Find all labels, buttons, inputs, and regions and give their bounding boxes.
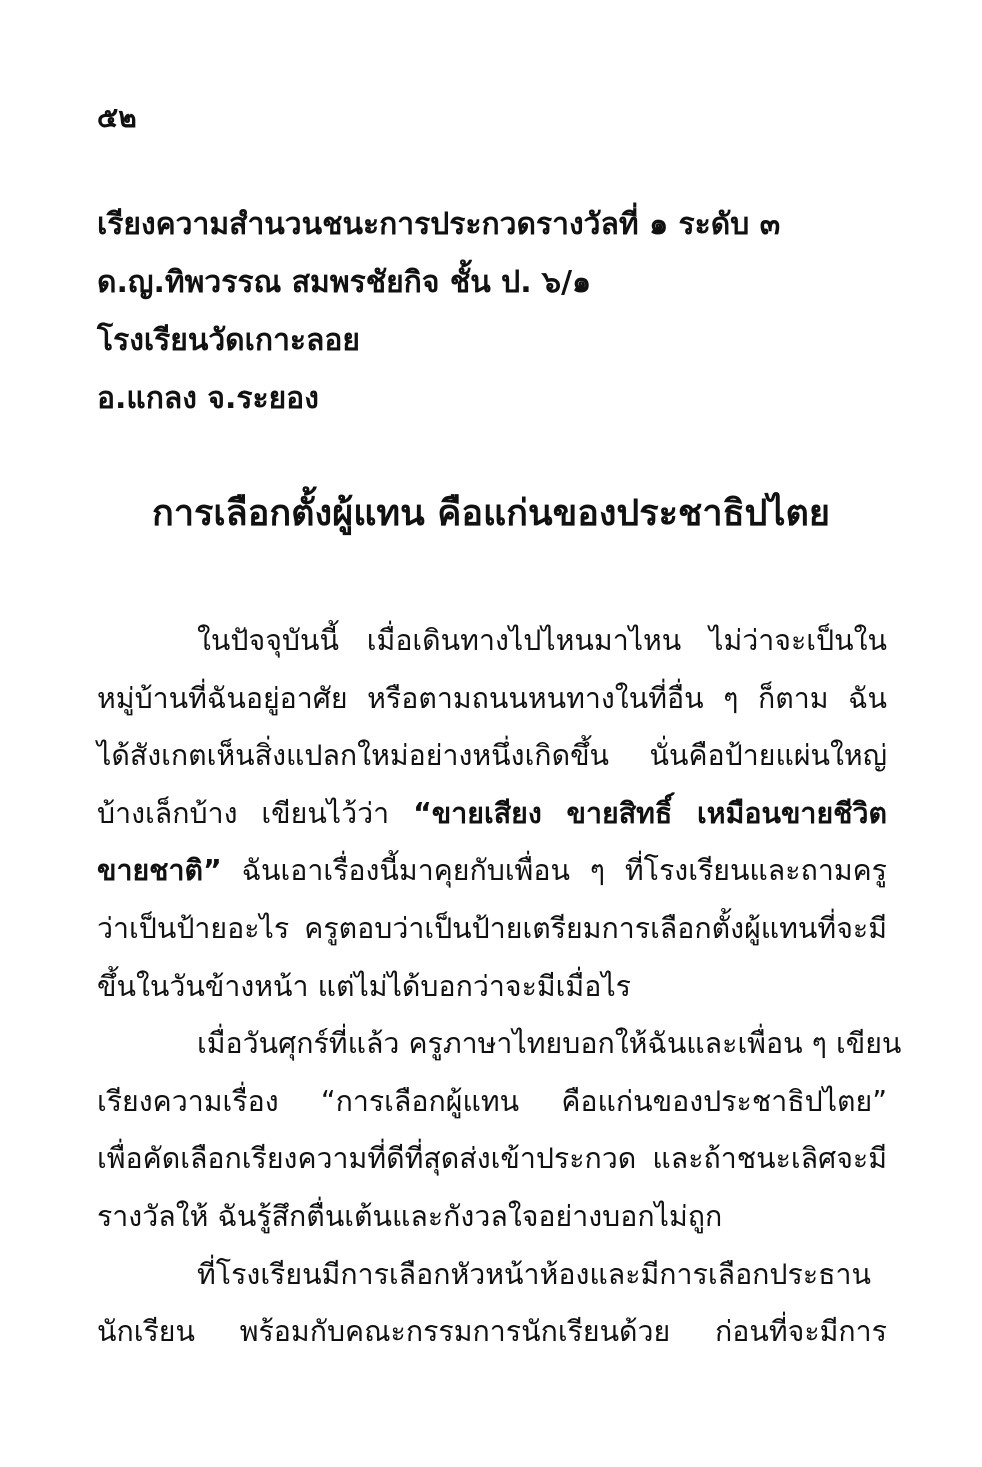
paragraph-1-line-5-text: ฉันเอาเรื่องนี้มาคุยกับเพื่อน ๆ ที่โรงเรียนและถามครู	[221, 854, 887, 888]
paragraph-1-line-3: ได้สังเกตเห็นสิ่งแปลกใหม่อย่างหนึ่งเกิดขึ้น นั่นคือป้ายแผ่นใหญ่	[97, 739, 887, 773]
slogan-quote-part-1: “ขายเสียง ขายสิทธิ์ เหมือนขายชีวิต	[413, 796, 887, 830]
paragraph-1-line-1: ในปัจจุบันนี้ เมื่อเดินทางไปไหนมาไหน ไม่ว่าจะเป็นใน	[197, 624, 887, 657]
paragraph-2-line-2: เรียงความเรื่อง “การเลือกผู้แทน คือแก่นของประชาธิปไตย”	[97, 1084, 887, 1118]
essay-title: การเลือกตั้งผู้แทน คือแก่นของประชาธิปไตย	[152, 493, 830, 534]
paragraph-1-line-4	[97, 785, 887, 843]
paragraph-2-line-3: เพื่อคัดเลือกเรียงความที่ดีที่สุดส่งเข้าประกวด และถ้าชนะเลิศจะมี	[97, 1142, 887, 1176]
paragraph-1-line-6: ว่าเป็นป้ายอะไร ครูตอบว่าเป็นป้ายเตรียมการเลือกตั้งผู้แทนที่จะมี	[97, 911, 887, 945]
essay-body	[97, 612, 902, 1361]
paragraph-1-line-4-text: บ้างเล็กบ้าง เขียนไว้ว่า	[97, 796, 414, 830]
location-line: อ.แกลง จ.ระยอง	[97, 381, 319, 416]
student-name-line: ด.ญ.ทิพวรรณ สมพรชัยกิจ ชั้น ป. ๖/๑	[97, 265, 592, 300]
slogan-quote-part-2: ขายชาติ”	[97, 854, 222, 888]
author-header	[97, 196, 917, 428]
page-number: ๕๒	[97, 101, 137, 134]
award-line: เรียงความสำนวนชนะการประกวดรางวัลที่ ๑ ระดับ ๓	[97, 207, 781, 242]
paragraph-3-line-1: ที่โรงเรียนมีการเลือกหัวหน้าห้องและมีการเลือกประธาน	[197, 1257, 872, 1291]
paragraph-1-line-2: หมู่บ้านที่ฉันอยู่อาศัย หรือตามถนนหนทางในที่อื่น ๆ ก็ตาม ฉัน	[97, 681, 887, 715]
paragraph-2-line-1: เมื่อวันศุกร์ที่แล้ว ครูภาษาไทยบอกให้ฉันและเพื่อน ๆ เขียน	[197, 1027, 902, 1061]
paragraph-2-line-4: รางวัลให้ ฉันรู้สึกตื่นเต้นและกังวลใจอย่างบอกไม่ถูก	[97, 1199, 723, 1233]
school-name-line: โรงเรียนวัดเกาะลอย	[97, 323, 361, 358]
paragraph-1-line-7: ขึ้นในวันข้างหน้า แต่ไม่ได้บอกว่าจะมีเมื่อไร	[97, 969, 631, 1003]
paragraph-1-line-5	[97, 842, 887, 900]
paragraph-3-line-2: นักเรียน พร้อมกับคณะกรรมการนักเรียนด้วย ก่อนที่จะมีการ	[97, 1315, 887, 1349]
